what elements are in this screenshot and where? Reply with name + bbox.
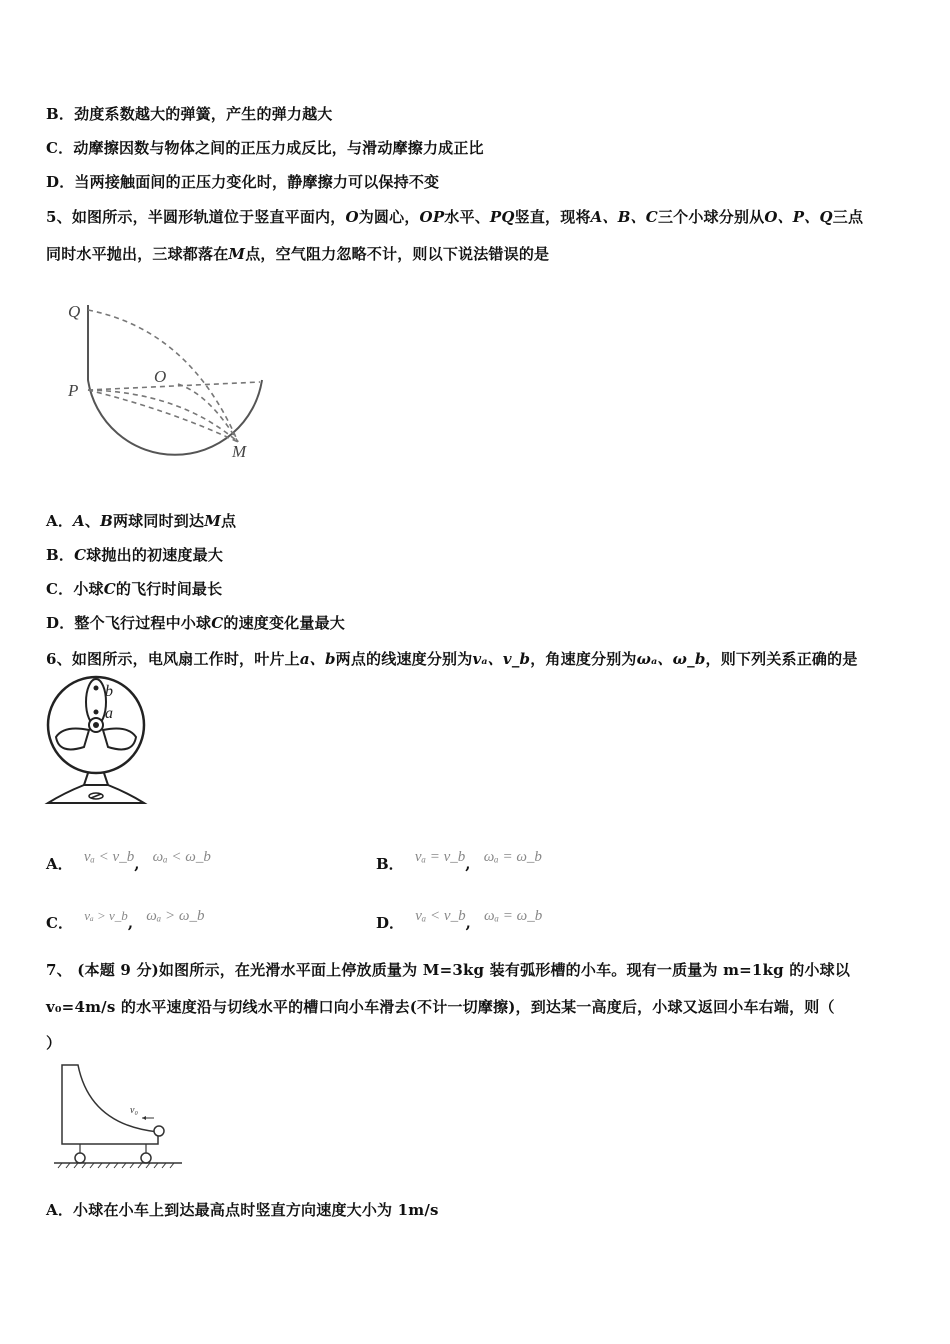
q7-stem-line1: 7、 (本题 9 分)如图所示，在光滑水平面上停放质量为 M=3kg 装有弧形槽的小车。现有一质量为 m=1kg 的小球以: [46, 961, 851, 979]
q6-option-a: A． vₐ < v_b, ωₐ < ω_b: [46, 849, 211, 873]
q4-option-c: C．动摩擦因数与物体之间的正压力成反比，与滑动摩擦力成正比: [46, 139, 484, 157]
q6-fan-figure: [44, 675, 154, 810]
q6-label-a: a: [105, 705, 113, 722]
q7-label-v0: v₀: [130, 1105, 138, 1116]
q5-stem-line2: 同时水平抛出，三球都落在M点，空气阻力忽略不计，则以下说法错误的是: [46, 245, 550, 263]
q6-stem: 6、如图所示，电风扇工作时，叶片上a、b两点的线速度分别为vₐ、v_b，角速度分别为ωₐ、ω_b，则下列关系正确的是: [46, 650, 858, 668]
q5-stem-line1: 5、如图所示，半圆形轨道位于竖直平面内，O为圆心，OP水平、PQ竖直，现将A、B、C三个小球分别从O、P、Q三点: [46, 208, 864, 226]
q5-label-q: Q: [68, 302, 81, 321]
q4-option-d: D．当两接触面间的正压力变化时，静摩擦力可以保持不变: [46, 173, 440, 191]
q7-stem-line3: ）: [46, 1034, 62, 1052]
q5-label-p: P: [68, 381, 79, 400]
q6-label-b: b: [105, 683, 113, 700]
q7-stem-line2: v₀=4m/s 的水平速度沿与切线水平的槽口向小车滑去(不计一切摩擦)，到达某一高度后，小球又返回小车右端，则（: [46, 998, 835, 1016]
q5-option-d: D．整个飞行过程中小球C的速度变化量最大: [46, 614, 345, 632]
q5-label-m: M: [232, 442, 247, 461]
q6-option-c: C． vₐ > v_b, ωₐ > ω_b: [46, 908, 205, 932]
q5-semicircle-figure: [60, 280, 280, 470]
q6-option-b: B． vₐ = v_b, ωₐ = ω_b: [376, 849, 542, 873]
q7-cart-figure: [50, 1060, 190, 1172]
q5-label-o: O: [154, 367, 167, 386]
q7-option-a: A．小球在小车上到达最高点时竖直方向速度大小为 1m/s: [46, 1201, 439, 1219]
q5-option-a: A．A、B两球同时到达M点: [46, 512, 237, 530]
q6-option-d: D． vₐ < v_b, ωₐ = ω_b: [376, 908, 543, 932]
q5-option-c: C．小球C的飞行时间最长: [46, 580, 223, 598]
q4-option-b: B．劲度系数越大的弹簧，产生的弹力越大: [46, 105, 333, 123]
q5-option-b: B．C球抛出的初速度最大: [46, 546, 224, 564]
